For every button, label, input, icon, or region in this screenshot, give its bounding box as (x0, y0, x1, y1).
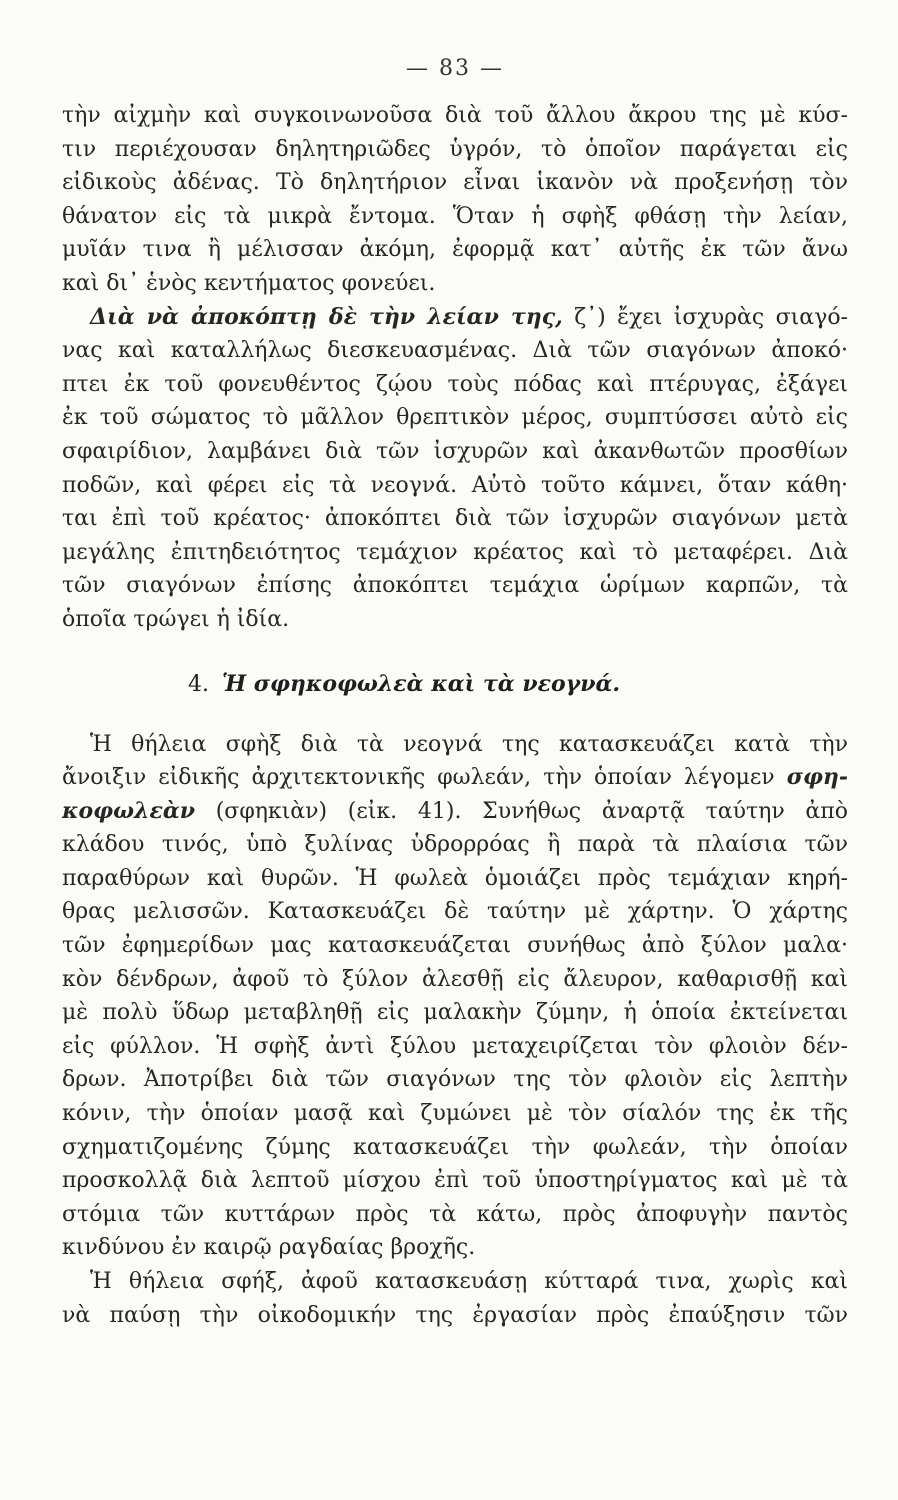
text-line: σχηματιζομένης ζύμης κατασκευάζει τὴν φωλεάν, τὴν ὁποίαν (62, 1134, 848, 1160)
page-number: — 83 — (406, 56, 504, 81)
text-line: εἰδικοὺς ἀδένας. Τὸ δηλητήριον εἶναι ἱκανὸν νὰ προξενήσῃ τὸν (62, 170, 848, 196)
line-text: ἄνοιξιν εἰδικῆς ἀρχιτεκτονικῆς φωλεάν, τὴν ὁποίαν λέγομεν (62, 765, 787, 791)
section-heading (62, 667, 848, 702)
text-line: νὰ παύσῃ τὴν οἰκοδομικήν της ἐργασίαν πρὸς ἐπαύξησιν τῶν (62, 1302, 848, 1328)
text-line: μὲ πολὺ ὕδωρ μεταβληθῇ εἰς μαλακὴν ζύμην, ἡ ὁποία ἐκτείνεται (62, 1000, 848, 1026)
text-line: τῶν σιαγόνων ἐπίσης ἀποκόπτει τεμάχια ὡρίμων καρπῶν, τὰ (62, 573, 848, 599)
text-line: κὸν δένδρων, ἀφοῦ τὸ ξύλον ἀλεσθῇ εἰς ἄλευρον, καθαρισθῇ καὶ (62, 966, 848, 992)
text-line: Ἡ θήλεια σφήξ, ἀφοῦ κατασκευάσῃ κύτταρά τινα, χωρὶς καὶ (90, 1269, 848, 1294)
text-line (62, 301, 848, 335)
section-number: 4. (188, 671, 209, 697)
emphasized-phrase: Διὰ νὰ ἀποκόπτῃ δὲ τὴν λείαν της, (90, 303, 563, 330)
text-line: στόμια τῶν κυττάρων πρὸς τὰ κάτω, πρὸς ἀποφυγὴν παντὸς (62, 1201, 848, 1227)
paragraph-1 (62, 99, 848, 301)
text-line: ται ἐπὶ τοῦ κρέατος· ἀποκόπτει διὰ τῶν ἰσχυρῶν σιαγόνων μετὰ (62, 506, 848, 532)
text-line (62, 795, 848, 829)
text-line: κόνιν, τὴν ὁποίαν μασᾷ καὶ ζυμώνει μὲ τὸν σίαλόν της ἐκ τῆς (62, 1101, 848, 1127)
text-line: μεγάλης ἐπιτηδειότητος τεμάχιον κρέατος καὶ τὸ μεταφέρει. Διὰ (62, 539, 848, 565)
text-line: ποδῶν, καὶ φέρει εἰς τὰ νεογνά. Αὐτὸ τοῦτο κάμνει, ὅταν κάθη· (62, 472, 848, 498)
text-line: προσκολλᾷ διὰ λεπτοῦ μίσχου ἐπὶ τοῦ ὑποστηρίγματος καὶ μὲ τὰ (62, 1168, 848, 1194)
text-line: καὶ δι᾽ ἑνὸς κεντήματος φονεύει. (62, 270, 436, 296)
text-line (62, 761, 848, 795)
text-line: ἐκ τοῦ σώματος τὸ μᾶλλον θρεπτικὸν μέρος, συμπτύσσει αὐτὸ εἰς (62, 405, 848, 431)
text-line: κινδύνου ἐν καιρῷ ραγδαίας βροχῆς. (62, 1235, 476, 1261)
line-text: (σφηκιὰν) (εἰκ. 41). Συνήθως ἀναρτᾷ ταύτην ἀπὸ (195, 798, 848, 824)
section-title: Ἡ σφηκοφωλεὰ καὶ τὰ νεογνά. (222, 670, 621, 697)
text-line: Ἡ θήλεια σφὴξ διὰ τὰ νεογνά της κατασκευάζει κατὰ τὴν (90, 731, 848, 757)
text-line: εἰς φύλλον. Ἡ σφὴξ ἀντὶ ξύλου μεταχειρίζεται τὸν φλοιὸν δέν- (62, 1033, 848, 1059)
text-line: τῶν ἐφημερίδων μας κατασκευάζεται συνήθως ἀπὸ ξύλον μαλα· (62, 933, 848, 959)
text-line: θρας μελισσῶν. Κατασκευάζει δὲ ταύτην μὲ χάρτην. Ὁ χάρτης (62, 899, 848, 925)
text-line: νας καὶ καταλλήλως διεσκευασμένας. Διὰ τῶν σιαγόνων ἀποκό· (62, 338, 848, 364)
text-line: πτει ἐκ τοῦ φονευθέντος ζῴου τοὺς πόδας καὶ πτέρυγας, ἐξάγει (62, 371, 848, 397)
text-line: ὁποῖα τρώγει ἡ ἰδία. (62, 606, 290, 632)
line-text: ζ᾽) ἔχει ἰσχυρὰς σιαγό- (562, 304, 848, 330)
text-line: κλάδου τινός, ὑπὸ ξυλίνας ὑδρορρόας ἢ παρὰ τὰ πλαίσια τῶν (62, 832, 848, 858)
text-line: τὴν αἰχμὴν καὶ συγκοινωνοῦσα διὰ τοῦ ἄλλου ἄκρου της μὲ κύσ- (62, 103, 848, 128)
paragraph-4 (62, 1265, 848, 1332)
paragraph-3 (62, 728, 848, 1266)
emphasized-term: σφη- (786, 764, 848, 791)
text-line: τιν περιέχουσαν δηλητηριῶδες ὑγρόν, τὸ ὁποῖον παράγεται εἰς (62, 136, 848, 162)
emphasized-term: κοφωλεὰν (62, 797, 196, 824)
text-line: μυῖάν τινα ἢ μέλισσαν ἀκόμη, ἐφορμᾷ κατ᾽ αὐτῆς ἐκ τῶν ἄνω (62, 237, 848, 263)
text-line: θάνατον εἰς τὰ μικρὰ ἔντομα. Ὅταν ἡ σφὴξ φθάσῃ τὴν λείαν, (62, 203, 848, 229)
text-line: παραθύρων καὶ θυρῶν. Ἡ φωλεὰ ὁμοιάζει πρὸς τεμάχιαν κηρή- (62, 865, 848, 891)
text-line: σφαιρίδιον, λαμβάνει διὰ τῶν ἰσχυρῶν καὶ ἀκανθωτῶν προσθίων (62, 438, 848, 464)
paragraph-2 (62, 301, 848, 637)
text-line: δρων. Ἀποτρίβει διὰ τῶν σιαγόνων της τὸν φλοιὸν εἰς λεπτὴν (62, 1067, 848, 1093)
